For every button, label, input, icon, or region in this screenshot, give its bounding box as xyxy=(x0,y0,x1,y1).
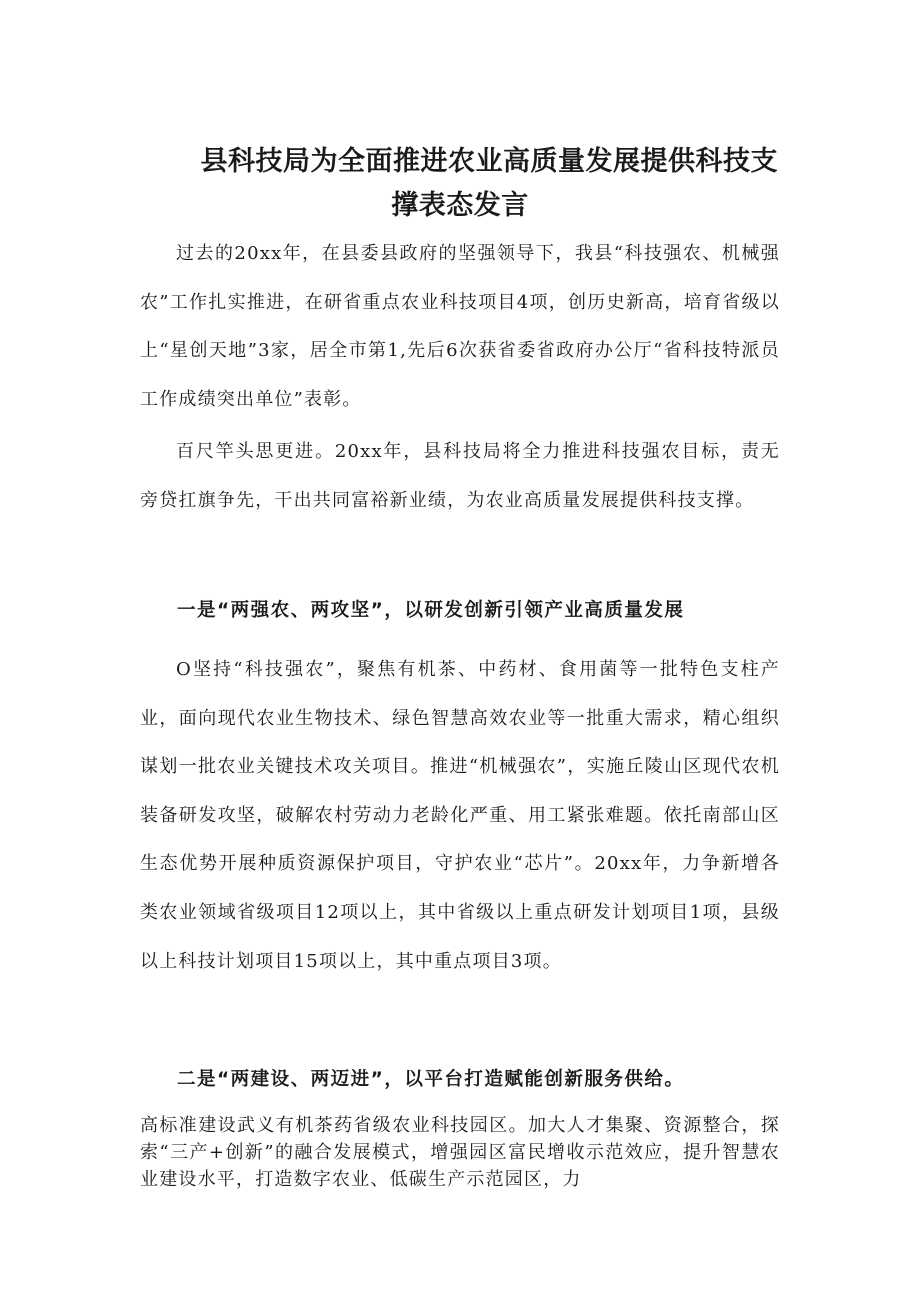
section-2-body: 高标准建设武义有机茶药省级农业科技园区。加大人才集聚、资源整合，探索“三产+创新”的融合发展模式，增强园区富民增收示范效应，提升智慧农业建设水平，打造数字农业、低碳生产示范园区，力 xyxy=(140,1115,780,1190)
paragraph-outlook: 百尺竿头思更进。20xx年，县科技局将全力推进科技强农目标，责无旁贷扛旗争先，干出共同富裕新业绩，为农业高质量发展提供科技支撑。 xyxy=(140,441,780,511)
title-line-1: 县科技局为全面推进农业高质量发展提供科技支 xyxy=(200,146,778,178)
title-line-2: 撑表态发言 xyxy=(391,190,529,222)
section-1-body: O坚持“科技强农”，聚焦有机茶、中药材、食用菌等一批特色支柱产业，面向现代农业生物技术、绿色智慧高效农业等一批重大需求，精心组织谋划一批农业关键技术攻关项目。推进“机械强农”，实施丘陵山区现代农机装备研发攻坚，破解农村劳动力老龄化严重、用工紧张难题。依托南部山区生态优势开展种质资源保护项目，守护农业“芯片”。20xx年，力争新增各类农业领域省级项目12项以上，其中省级以上重点研发计划项目1项，县级以上科技计划项目15项以上，其中重点项目3项。 xyxy=(140,659,780,972)
document-title xyxy=(140,140,780,228)
section-heading-2: 二是“两建设、两迈进”，以平台打造赋能创新服务供给。 xyxy=(177,1069,685,1090)
paragraph-review: 过去的20xx年，在县委县政府的坚强领导下，我县“科技强农、机械强农”工作扎实推进，在研省重点农业科技项目4项，创历史新高，培育省级以上“星创天地”3家，居全市第1,先后6次获省委省政府办公厅“省科技特派员工作成绩突出单位”表彰。 xyxy=(140,243,780,410)
section-heading-1: 一是“两强农、两攻坚”，以研发创新引领产业高质量发展 xyxy=(177,600,685,621)
